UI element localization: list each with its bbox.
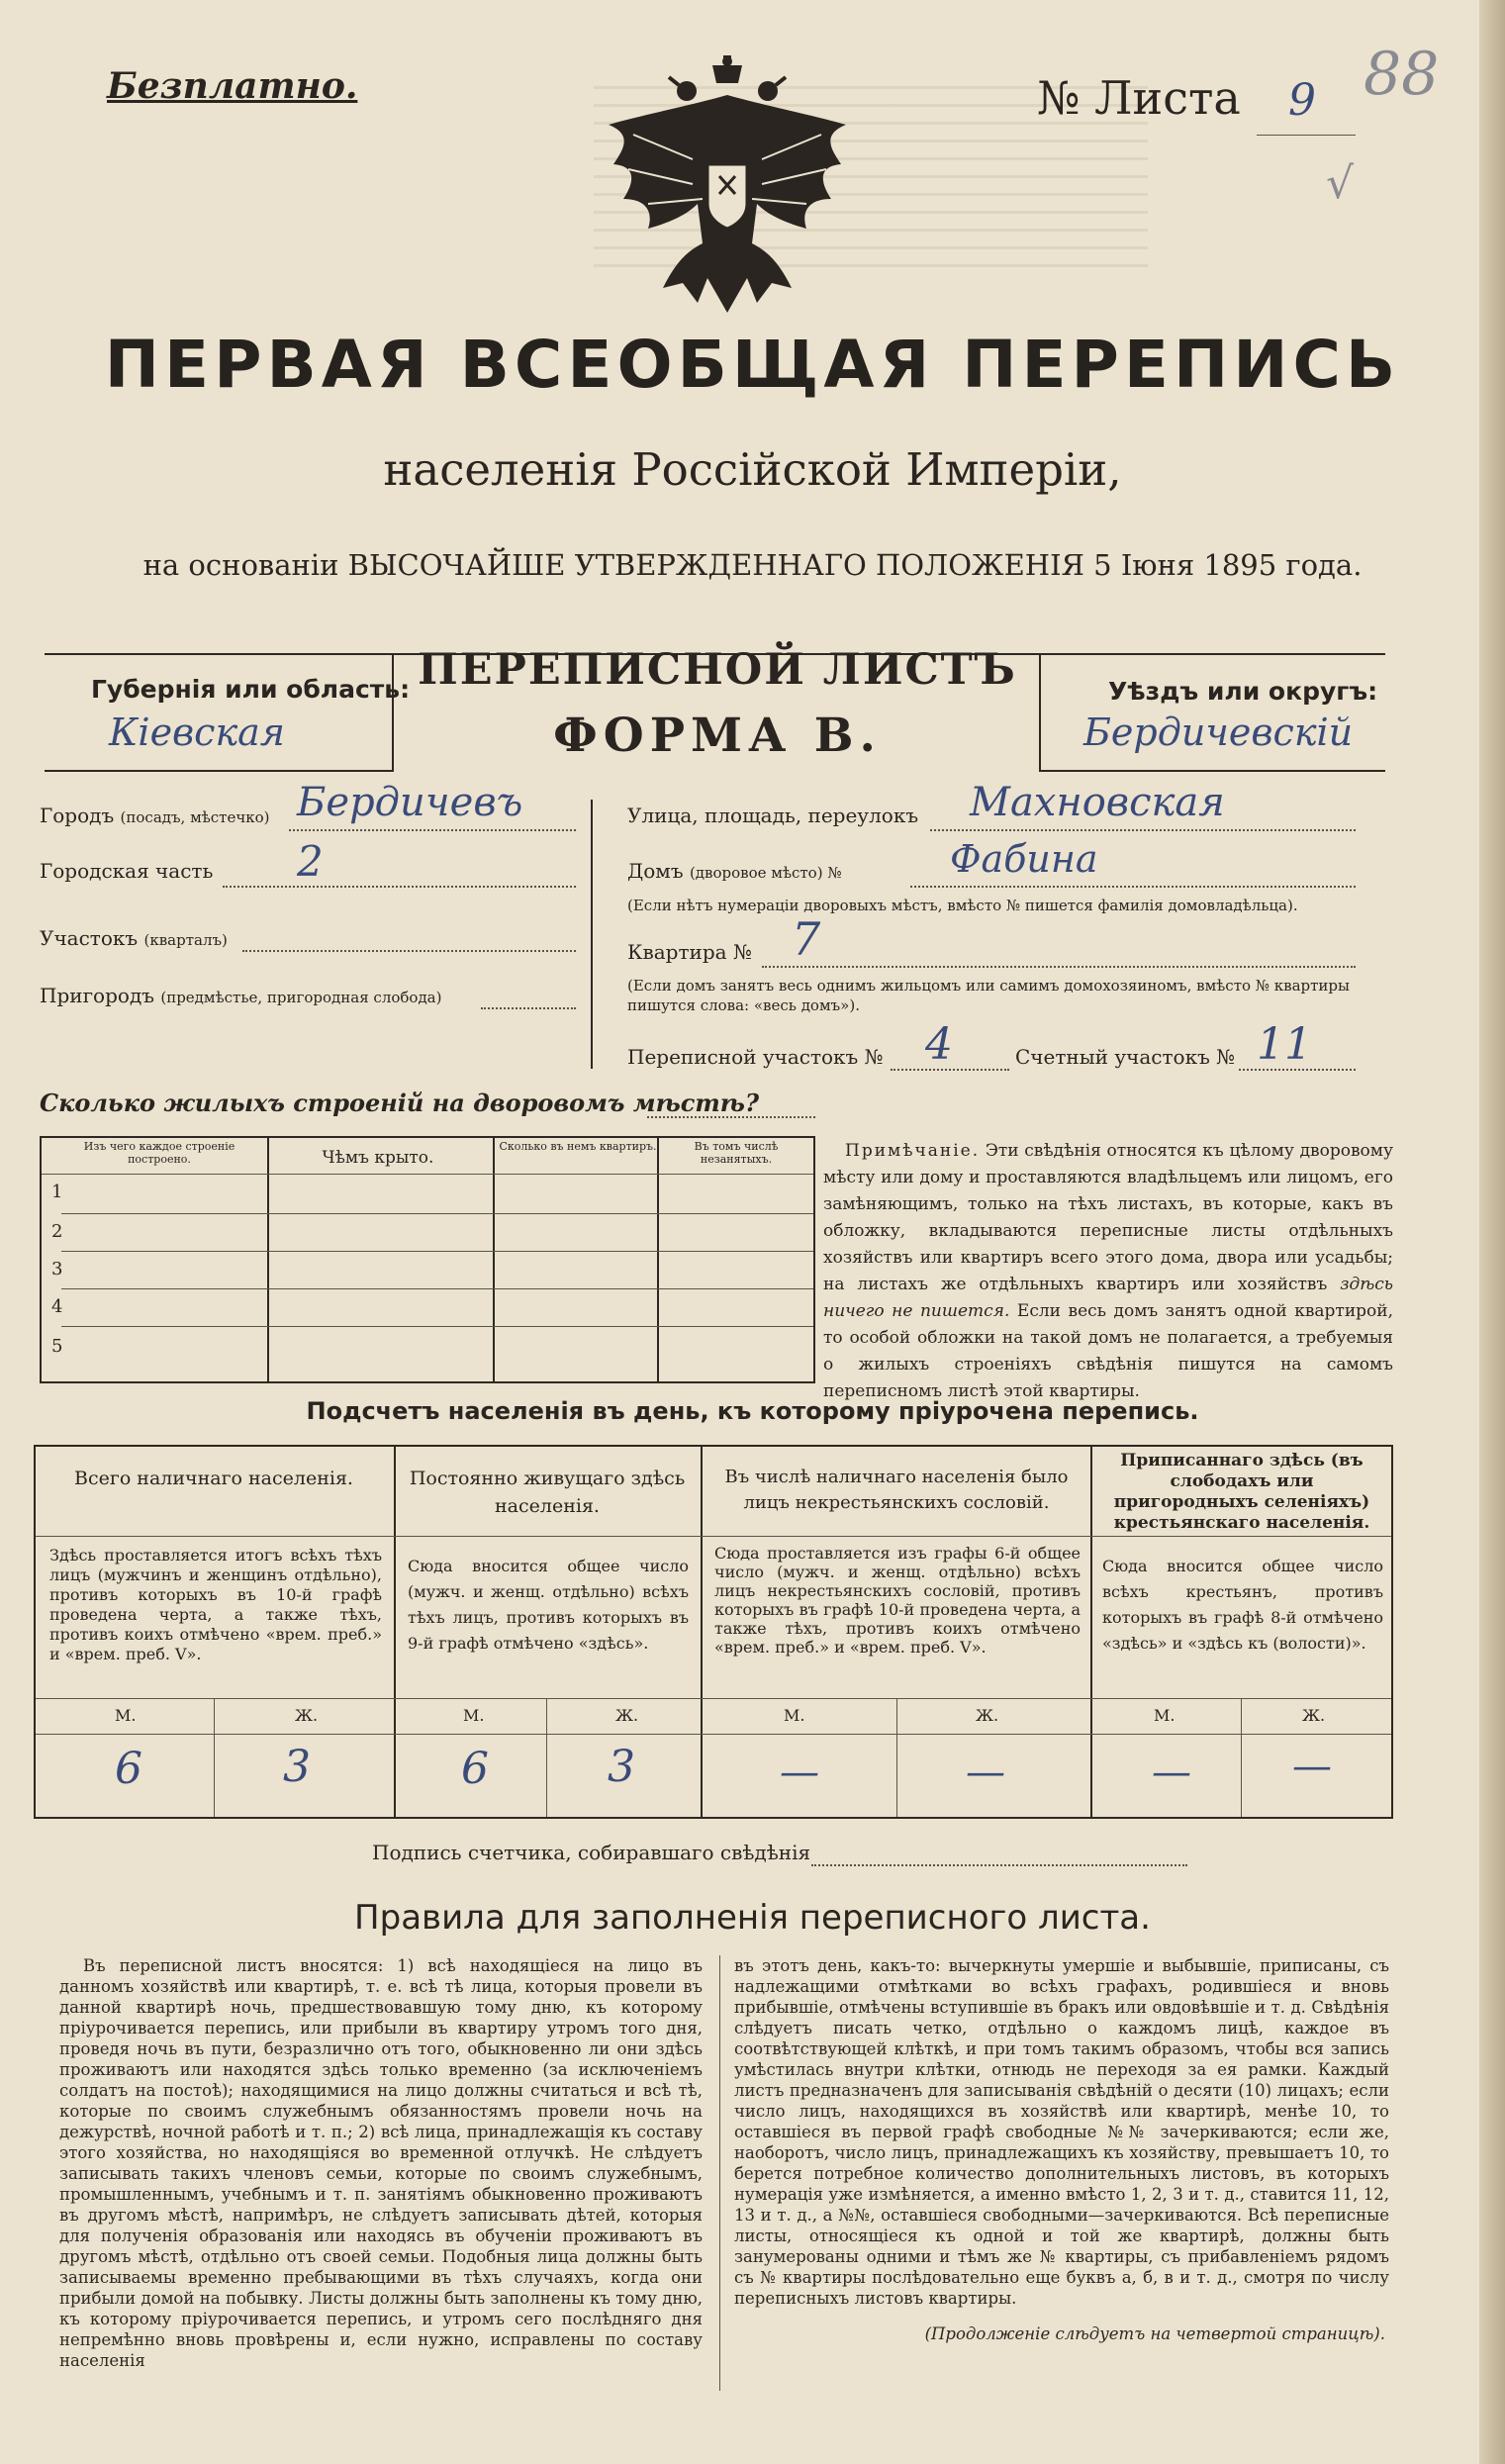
signature-field-line[interactable] — [811, 1864, 1187, 1866]
buildings-row-3-number: 3 — [51, 1259, 63, 1279]
rules-continued-note: (Продолженіе слѣдуетъ на четвертой страницѣ). — [924, 2324, 1385, 2343]
flat-label: Квартира № — [627, 940, 752, 964]
count-col-sep-1 — [394, 1447, 396, 1817]
city-part-field-line — [223, 886, 576, 888]
buildings-row-line-3 — [61, 1288, 813, 1289]
note-title: Примѣчаніе. — [845, 1141, 981, 1161]
count-col-3-f-value[interactable]: — — [966, 1750, 1005, 1795]
city-field[interactable]: Бердичевъ — [297, 780, 523, 825]
buildings-row-2-number: 2 — [51, 1221, 63, 1242]
suburb-label-text: Пригородъ — [40, 984, 154, 1007]
sheet-number-line — [1257, 135, 1356, 136]
note-text-italic: здѣсь ничего не пишется. — [823, 1275, 1394, 1321]
pencil-check-mark: √ — [1326, 158, 1355, 209]
count-col-4-f-label: Ж. — [1302, 1706, 1326, 1725]
count-col-4-m-label: М. — [1154, 1706, 1176, 1725]
buildings-row-4-number: 4 — [51, 1296, 63, 1317]
province-label: Губернія или область: — [91, 675, 411, 704]
count-col-3-head: Въ числѣ наличнаго населенія было лицъ некрестьянскихъ сословій. — [724, 1467, 1069, 1513]
city-hint: (посадъ, мѣстечко) — [120, 808, 270, 826]
buildings-header-roof: Чѣмъ крыто. — [322, 1148, 434, 1168]
buildings-answer-line — [647, 1116, 815, 1118]
buildings-row-1-number: 1 — [51, 1182, 63, 1202]
count-col-4-head: Приписаннаго здѣсь (въ слободахъ или пригородныхъ селеніяхъ) крестьянскаго населенія. — [1113, 1451, 1370, 1533]
house-note: (Если нѣтъ нумераціи дворовыхъ мѣстъ, вмѣсто № пишется фамилія домовладѣльца). — [627, 897, 1298, 914]
flat-note: (Если домъ занятъ весь однимъ жильцомъ или самимъ домохозяиномъ, вмѣсто № квартиры пишутся слова: «весь домъ»). — [627, 977, 1350, 1014]
buildings-table — [40, 1136, 815, 1383]
free-label: Безплатно. — [107, 65, 358, 107]
city-label — [40, 804, 270, 827]
city-field-line — [289, 829, 576, 831]
count-col-4-m-value[interactable]: — — [1152, 1750, 1191, 1795]
count-col-1-f-label: Ж. — [295, 1706, 319, 1725]
legal-basis: на основаніи ВЫСОЧАЙШЕ УТВЕРЖДЕННАГО ПОЛОЖЕНІЯ 5 Іюня 1895 года. — [142, 548, 1363, 582]
count-col-2-m-value[interactable]: 6 — [461, 1744, 489, 1794]
imperial-eagle-emblem — [604, 55, 851, 323]
district-label: Уѣздъ или округъ: — [1108, 677, 1378, 706]
census-district-field[interactable]: 4 — [925, 1019, 953, 1070]
province-value: Кіевская — [109, 711, 285, 754]
street-label: Улица, площадь, переулокъ — [627, 804, 919, 827]
suburb-field-line — [481, 1007, 576, 1009]
buildings-row-line-2 — [61, 1251, 813, 1252]
count-mf-sep-4 — [1241, 1698, 1242, 1817]
pencil-sheet-number: 88 — [1364, 40, 1440, 109]
count-col-sep-2 — [701, 1447, 703, 1817]
address-divider — [591, 800, 593, 1069]
rules-column-divider — [719, 1955, 720, 2391]
count-district-label: Счетный участокъ № — [1015, 1045, 1236, 1069]
count-district-field[interactable]: 11 — [1257, 1019, 1312, 1070]
house-label — [627, 859, 842, 883]
count-col-2-desc: Сюда вносится общее число (мужч. и женщ. отдѣльно) всѣхъ тѣхъ лицъ, противъ которыхъ въ 9-й графѣ отмѣчено «здѣсь». — [408, 1557, 689, 1653]
page-subtitle: населенія Россійской Имперіи, — [383, 443, 1122, 496]
count-col-2-f-label: Ж. — [615, 1706, 639, 1725]
form-header-divider-right — [1039, 653, 1041, 772]
street-field[interactable]: Махновская — [970, 780, 1225, 825]
count-col-1-f-value[interactable]: 3 — [283, 1742, 311, 1792]
count-col-4-f-value[interactable]: — — [1292, 1744, 1332, 1789]
count-col-2-head: Постоянно живущаго здѣсь населенія. — [409, 1468, 686, 1517]
city-part-field[interactable]: 2 — [297, 837, 324, 886]
buildings-question: Сколько жилыхъ строеній на дворовомъ мѣстѣ? — [40, 1089, 760, 1117]
count-col-3-m-value[interactable]: — — [780, 1750, 819, 1795]
count-col-sep-3 — [1090, 1447, 1092, 1817]
flat-field[interactable]: 7 — [792, 912, 821, 966]
quarter-label-text: Участокъ — [40, 926, 139, 950]
count-desc-line — [36, 1698, 1391, 1699]
count-mf-sep-2 — [546, 1698, 547, 1817]
house-field[interactable]: Фабина — [950, 837, 1098, 881]
count-col-1-m-value[interactable]: 6 — [115, 1744, 142, 1794]
city-label-text: Городъ — [40, 804, 115, 827]
quarter-hint: (кварталъ) — [143, 931, 228, 949]
census-district-label: Переписной участокъ № — [627, 1045, 884, 1069]
buildings-row-line-1 — [61, 1213, 813, 1214]
suburb-label — [40, 984, 441, 1007]
rules-left-column: Въ переписной листъ вносятся: 1) всѣ находящіеся на лицо въ данномъ хозяйствѣ или квартирѣ, т. е. всѣ тѣ лица, которыя провели въ данной квартирѣ ночь, предшествовавшую тому дню, къ которому пріурочивается перепись, или прибыли въ квартиру утромъ того дня, проведя ночь въ пути, безразлично отъ того, обыкновенно ли они здѣсь проживаютъ или находятся здѣсь только временно (за исключеніемъ солдатъ на постоѣ); находящимися на лицо должны считаться и всѣ тѣ, которые по своимъ служебнымъ обязанностямъ провели ночь на дежурствѣ, ночной работѣ и т. п.; 2) всѣ лица, принадлежащія къ составу этого хозяйства, но находящіяся во временной отлучкѣ. Не слѣдуетъ записывать такихъ членовъ семьи, которые по своимъ служебнымъ, промышленнымъ, учебнымъ и т. п. занятіямъ обыкновенно проживаютъ въ другомъ мѣстѣ, напримѣръ, не слѣдуетъ записывать дѣтей, которыя для полученія образованія или находясь въ обученіи проживаютъ въ другомъ мѣстѣ, отдѣльно отъ своей семьи. Подобныя лица должны быть записываемы временно пребывающими въ тѣхъ случаяхъ, когда они прибыли домой на побывку. Листы должны быть заполнены къ тому дню, къ которому пріурочивается перепись, и утромъ сего послѣдняго дня непремѣнно вновь провѣрены и, если нужно, исправлены по составу населенія — [59, 1956, 703, 2370]
buildings-header-vacant: Въ томъ числѣ незанятыхъ. — [694, 1140, 779, 1166]
house-field-line — [910, 886, 1356, 888]
form-header-divider-left — [392, 653, 394, 772]
street-field-line — [930, 829, 1356, 831]
buildings-header-flats: Сколько въ немъ квартиръ. — [499, 1140, 657, 1153]
form-label: ФОРМА В. — [553, 709, 882, 763]
sheet-number-label: № Листа — [1037, 71, 1241, 125]
note-text-end: Если весь домъ занятъ одной квартирой, то особой обложки на такой домъ не полагается, а требуемыя о жилыхъ строеніяхъ свѣдѣнія пишутся на самомъ переписномъ листѣ этой квартиры. — [823, 1301, 1394, 1401]
buildings-header-material: Изъ чего каждое строеніе построено. — [83, 1140, 235, 1166]
note-text: Эти свѣдѣнія относятся къ цѣлому дворовому мѣсту или дому и проставляются владѣльцемъ или лицомъ, его замѣняющимъ, только на тѣхъ листахъ, въ которые, какъ въ обложку, вкладываются переписные листы отдѣльныхъ хозяйствъ или квартиръ всего этого дома, двора или усадьбы; на листахъ же отдѣльныхъ квартиръ или хозяйствъ — [823, 1141, 1393, 1294]
count-col-4-desc: Сюда вносится общее число всѣхъ крестьянъ, противъ которыхъ въ графѣ 8-й отмѣчено «здѣсь» и «здѣсь къ (волости)». — [1102, 1557, 1383, 1653]
count-col-2-f-value[interactable]: 3 — [608, 1742, 635, 1792]
buildings-note — [823, 1138, 1393, 1405]
page-title: ПЕРВАЯ ВСЕОБЩАЯ ПЕРЕПИСЬ — [104, 327, 1401, 403]
signature-label: Подпись счетчика, собиравшаго свѣдѣнія — [372, 1841, 811, 1864]
house-hint: (дворовое мѣсто) № — [689, 864, 842, 882]
sheet-number-value: 9 — [1288, 75, 1316, 126]
count-mf-sep-1 — [214, 1698, 215, 1817]
count-col-3-desc: Сюда проставляется изъ графы 6-й общее число (мужч. и женщ. отдѣльно) всѣхъ лицъ некрестьянскихъ сословій, противъ которыхъ въ графѣ 10-й проведена черта, а также тѣхъ, противъ коихъ отмѣчено «врем. преб.» и «врем. преб. V». — [714, 1544, 1081, 1657]
form-header-bottom-left — [45, 770, 394, 772]
count-mf-sep-3 — [896, 1698, 897, 1817]
rules-right-column: въ этотъ день, какъ-то: вычеркнуты умершіе и выбывшіе, приписаны, съ надлежащими отмѣтками во всѣхъ графахъ, родившіеся и вновь прибывшіе, отмѣчены вступившіе въ бракъ или овдовѣвшіе и т. д. Свѣдѣнія слѣдуетъ писать четко, отдѣльно о каждомъ лицѣ, каждое въ соотвѣтствующей клѣткѣ, и при томъ такимъ образомъ, чтобы вся запись умѣстилась внутри клѣтки, отнюдь не переходя за ея рамки. Каждый листъ предназначенъ для записыванія свѣдѣній о десяти (10) лицахъ; если число лицъ, находящихся въ хозяйствѣ или квартирѣ, менѣе 10, то оставшіеся въ первой графѣ свободные №№ зачеркиваются; если же, наоборотъ, число лицъ, принадлежащихъ къ хозяйству, превышаетъ 10, то берется потребное количество дополнительныхъ листовъ, въ которыхъ нумерація уже измѣняется, а именно вмѣсто 1, 2, 3 и т. д., ставится 11, 12, 13 и т. д., а №№, оставшіеся свободными—зачеркиваются. Всѣ переписные листы, относящіеся къ одной и той же квартирѣ, должны быть занумерованы одними и тѣмъ же № квартиры, съ прибавленіемъ рядомъ съ № квартиры послѣдовательно еще буквъ а, б, в и т. д., смотря по числу переписныхъ листовъ квартиры. — [734, 1956, 1389, 2308]
buildings-row-line-4 — [61, 1326, 813, 1327]
house-label-text: Домъ — [627, 859, 684, 883]
count-col-2-m-label: М. — [463, 1706, 485, 1725]
buildings-header-line — [42, 1174, 813, 1175]
count-head-line — [36, 1536, 1391, 1537]
form-header-bottom-right — [1039, 770, 1385, 772]
count-col-3-f-label: Ж. — [976, 1706, 999, 1725]
flat-field-line — [762, 966, 1356, 968]
sheet-title: ПЕРЕПИСНОЙ ЛИСТЪ — [418, 645, 1017, 695]
suburb-hint: (предмѣстье, пригородная слобода) — [160, 989, 442, 1006]
district-value: Бердичевскій — [1083, 711, 1354, 754]
count-mf-line — [36, 1734, 1391, 1735]
quarter-label — [40, 926, 228, 950]
buildings-row-5-number: 5 — [51, 1336, 63, 1357]
count-col-3-m-label: М. — [784, 1706, 805, 1725]
count-col-1-m-label: М. — [115, 1706, 137, 1725]
count-col-1-desc: Здѣсь проставляется итогъ всѣхъ тѣхъ лицъ (мужчинъ и женщинъ отдѣльно), противъ которыхъ въ 10-й графѣ проведена черта, а также тѣхъ, противъ коихъ отмѣчено «врем. преб.» и «врем. преб. V». — [49, 1546, 382, 1663]
count-col-1-head: Всего наличнаго населенія. — [74, 1468, 353, 1489]
quarter-field-line — [242, 950, 576, 952]
count-table — [34, 1445, 1393, 1819]
count-title: Подсчетъ населенія въ день, къ которому пріурочена перепись. — [306, 1397, 1199, 1425]
rules-title: Правила для заполненія переписного листа. — [354, 1898, 1151, 1938]
city-part-label: Городская часть — [40, 859, 214, 883]
